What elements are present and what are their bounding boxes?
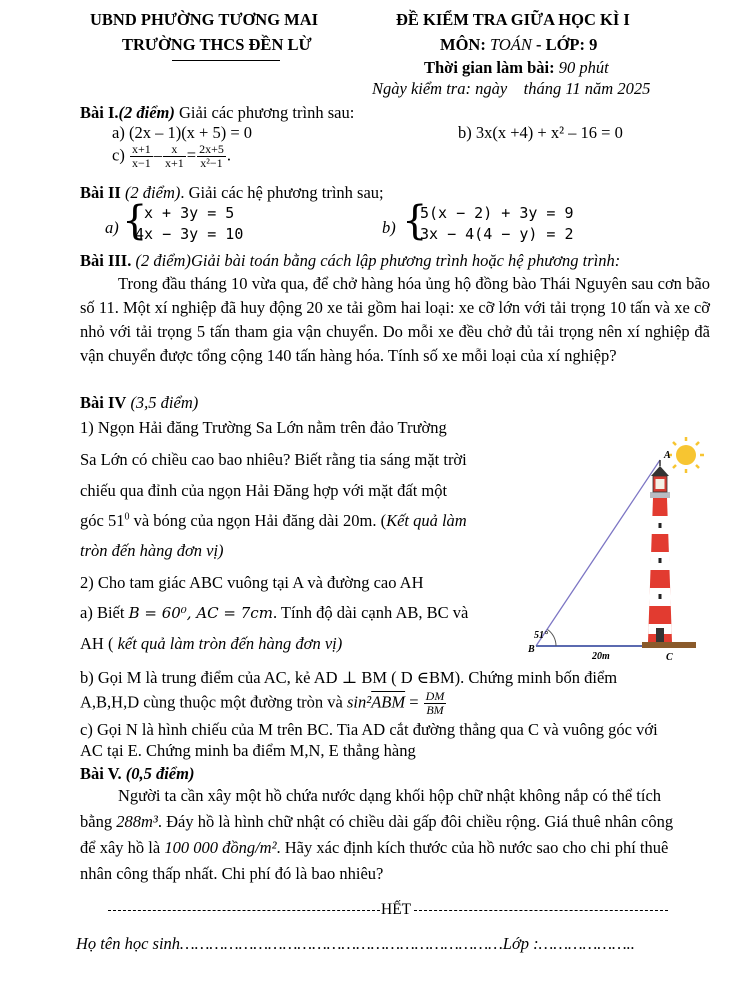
- exam-title: ĐỀ KIỂM TRA GIỮA HỌC KÌ I: [396, 10, 630, 29]
- bai5-line2-a: bằng: [80, 812, 117, 831]
- end-mark: HẾT: [381, 901, 412, 918]
- bai1-c-fraction-1: [130, 143, 153, 170]
- bai1-c: c) $\frac{x+1}{x-1}$ – $\frac{x}{x+1}$ = $\frac{2x+5}{\text{x²−1}}$ .: [112, 142, 231, 170]
- bai3-text: Trong đầu tháng 10 vừa qua, để chở hàng hóa ủng hộ đồng bào Thái Nguyên sau cơn bão số 11. Một xí nghiệp đã huy động 20 xe tải gồm hai loại: xe cỡ lớn với tải trọng 10 tấn và xe cỡ nhỏ với tải trọng 5 tấn tham gia vận chuyển. Do mỗi xe đều chở đủ tải trọng nên xí nghiệp đã vận chuyển được tổng cộng 140 tấn hàng hóa. Tính số xe mỗi loại của xí nghiệp?: [80, 274, 710, 365]
- bai1-title: Bài I.: [80, 103, 119, 122]
- frac3-num: 2x+5: [199, 142, 224, 156]
- q1-angle-text: góc 51: [80, 511, 125, 530]
- bai1-c-fraction-3: [197, 143, 226, 170]
- bai5-line3: [80, 838, 668, 858]
- frac2-den: x+1: [164, 156, 184, 170]
- q2b-fraction: [424, 690, 447, 717]
- bai1-c-label: c): [112, 145, 125, 165]
- bai5-price: 100 000 đồng/m²: [164, 838, 277, 857]
- frac2-num: x: [163, 143, 186, 157]
- bai5-heading: [80, 764, 194, 784]
- time-label: Thời gian làm bài:: [424, 58, 559, 77]
- frac1-num: x+1: [131, 142, 151, 156]
- q2b-num: DM: [425, 689, 445, 703]
- q2b-den: BM: [426, 703, 444, 717]
- bai1-a-eq: (2x – 1)(x + 5) = 0: [128, 123, 253, 142]
- angle-label: 51°: [534, 630, 548, 641]
- lighthouse-base: [642, 642, 696, 648]
- bai4-q1-line2: Sa Lớn có chiều cao bao nhiêu? Biết rằng tia sáng mặt trời: [80, 450, 467, 469]
- grade: - LỚP: 9: [531, 35, 598, 54]
- bai4-q2-line1: 2) Cho tam giác ABC vuông tại A và đường cao AH: [80, 573, 424, 592]
- length-label: 20m: [592, 651, 610, 662]
- q2b-text: A,B,H,D cùng thuộc một đường tròn và: [80, 692, 347, 712]
- end-divider-right: [414, 910, 668, 911]
- bai4-q2b-line2: [80, 690, 447, 717]
- bai2-a-eq2: 4x − 3y = 10: [135, 225, 244, 243]
- q2b-angle: $\overline{ABM}$: [371, 692, 406, 712]
- q2a-given: B = 60⁰, AC = 7cm: [128, 604, 273, 622]
- bai4-q2c-line1: c) Gọi N là hình chiếu của M trên BC. Tia AD cắt đường thẳng qua C và vuông góc với: [80, 720, 658, 739]
- q1-shadow-text: và bóng của ngọn Hải đăng dài 20m. (: [129, 511, 387, 530]
- bai4-q1-line1: 1) Ngọn Hải đăng Trường Sa Lớn nằm trên đảo Trường: [80, 418, 447, 437]
- lighthouse-icon: [648, 460, 672, 642]
- bai1-b-eq: 3x(x +4) + x² – 16 = 0: [475, 123, 623, 142]
- ward-name: UBND PHƯỜNG TƯƠNG MAI: [90, 10, 319, 29]
- time-value: 90 phút: [558, 58, 609, 77]
- bai5-line2-c: . Đáy hồ là hình chữ nhật có chiều dài gấp đôi chiều rộng. Giá thuê nhân công: [157, 812, 674, 831]
- bai2-title: Bài II: [80, 183, 121, 202]
- q2a-post: . Tính độ dài cạnh AB, BC và: [272, 603, 469, 622]
- bai5-points: (0,5 điểm): [125, 764, 195, 783]
- lighthouse-figure: [500, 428, 715, 668]
- bai1-prompt: Giải các phương trình sau:: [174, 103, 355, 122]
- bai4-q2c-line2: AC tại E. Chứng minh ba điểm M,N, E thẳng hàng: [80, 741, 416, 760]
- q2a-pre: a) Biết: [80, 603, 129, 622]
- bai4-q1-line5: tròn đến hàng đơn vị): [80, 541, 224, 560]
- bai3-prompt: Giải bài toán bằng cách lập phương trình hoặc hệ phương trình:: [190, 251, 621, 270]
- bai4-q2a: [80, 603, 468, 623]
- label-b: B: [528, 644, 535, 655]
- bai5-line4: nhân công thấp nhất. Chi phí đó là bao nhiêu?: [80, 864, 384, 883]
- bai4-heading: [80, 393, 198, 413]
- q2b-sin: sin²: [346, 692, 372, 712]
- student-info-line: [76, 934, 635, 954]
- frac1-den: x−1: [131, 156, 151, 170]
- q2a-rounding-note: kết quả làm tròn đến hàng đơn vị): [113, 634, 343, 653]
- bai2-prompt: . Giải các hệ phương trình sau;: [180, 183, 384, 202]
- label-a: A: [664, 450, 671, 461]
- sunlight-ray: [536, 460, 660, 646]
- bai4-q2a-line2: [80, 634, 342, 654]
- bai5-line3-c: . Hãy xác định kích thước của hồ nước sao cho chi phí thuê: [276, 838, 669, 857]
- bai1-heading: [80, 103, 354, 123]
- bai5-line1: Người ta cần xây một hồ chứa nước dạng khối hộp chữ nhật không nắp có thể tích: [118, 786, 662, 805]
- bai2-a-label: a): [105, 218, 119, 237]
- subject-label: MÔN:: [440, 35, 490, 54]
- bai1-b: [458, 123, 623, 143]
- bai4-q1-line4: [80, 511, 467, 531]
- time-line: [424, 58, 609, 78]
- bai3-points: (2 điểm): [135, 251, 191, 270]
- bai2-b-brace: {: [402, 198, 428, 244]
- bai2-a-eq1: x + 3y = 5: [144, 204, 235, 222]
- bai2-a-brace: {: [122, 198, 148, 244]
- bai2-b-eq1: 5(x − 2) + 3y = 9: [420, 204, 574, 222]
- q2b-eq: =: [405, 692, 423, 712]
- bai4-q1-line3: chiếu qua đỉnh của ngọn Hải Đăng hợp với mặt đất một: [80, 481, 448, 500]
- bai5-line2: [80, 812, 673, 832]
- school-name: TRƯỜNG THCS ĐỀN LỪ: [122, 35, 312, 54]
- student-name-label: Họ tên học sinh: [76, 934, 181, 953]
- bai4-q2b-line1: b) Gọi M là trung điểm của AC, kẻ AD ⊥ BM ( D ∈BM). Chứng minh bốn điểm: [80, 668, 618, 687]
- bai1-c-fraction-2: [163, 143, 186, 170]
- subject-line: [440, 35, 597, 55]
- label-c: C: [666, 652, 673, 663]
- bai3-title: Bài III.: [80, 251, 132, 270]
- bai1-a: [112, 123, 252, 143]
- bai3-heading: [80, 251, 620, 271]
- bai1-points: (2 điểm): [118, 103, 175, 122]
- bai1-b-label: b): [458, 123, 476, 142]
- bai5-line3-a: để xây hồ là: [80, 838, 165, 857]
- q1-degree: 0: [124, 511, 130, 523]
- end-divider-left: [108, 910, 380, 911]
- exam-date: Ngày kiểm tra: ngày tháng 11 năm 2025: [372, 79, 651, 98]
- bai2-points: (2 điểm): [124, 183, 181, 202]
- q2a-ah: AH (: [80, 634, 114, 653]
- bai5-volume: 288m³: [116, 812, 158, 831]
- bai4-points: (3,5 điểm): [130, 393, 199, 412]
- class-label: Lớp: [502, 934, 530, 953]
- sun-icon: [668, 437, 704, 473]
- angle-arc: [548, 630, 557, 647]
- student-name-blank: …………………………………………………………: [180, 934, 503, 953]
- bai5-title: Bài V.: [80, 764, 122, 783]
- bai1-a-label: a): [112, 123, 129, 142]
- school-underline: [172, 60, 280, 61]
- subject-value: TOÁN: [489, 35, 532, 54]
- bai4-title: Bài IV: [80, 393, 127, 412]
- frac3-den: x²−1: [200, 156, 223, 170]
- bai2-b-label: b): [382, 218, 396, 237]
- q1-rounding-note: Kết quả làm: [386, 511, 467, 530]
- bai2-b-eq2: 3x − 4(4 − y) = 2: [420, 225, 574, 243]
- class-blank: :………………..: [529, 934, 635, 953]
